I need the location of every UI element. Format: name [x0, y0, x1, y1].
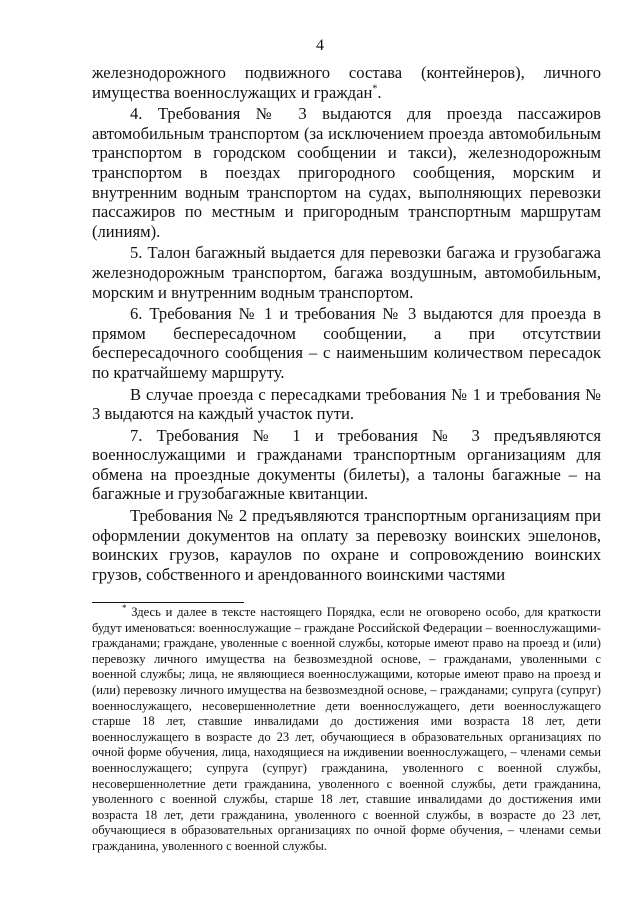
footnote [92, 602, 601, 855]
footnote-paragraph [92, 602, 601, 855]
footnote-mark: * [122, 602, 127, 613]
footnote-text: Здесь и далее в тексте настоящего Порядка, если не оговорено особо, для краткости будут именоваться: военнослужащие – граждане Российской Федерации – военнослужащими-гражданами; граждане, уволенные с военной службы, которые имеют право на проезд и (или) перевозку личного имущества на безвозмездной основе, – гражданами, уволенными с военной службы; лица, не являющиеся военнослужащими, которые имеют право на проезд и (или) перевозку личного имущества на безвозмездной основе, – гражданами; супруга (супруг) военнослужащего, несовершеннолетние дети военнослужащего, дети военнослужащего старше 18 лет, ставшие инвалидами до достижения ими возраста 18 лет, дети военнослужащего в возрасте до 23 лет, обучающиеся в образовательных организациях по очной форме обучения, лица, находящиеся на иждивении военнослужащего, – членами семьи военнослужащего; супруга (супруг) гражданина, уволенного с военной службы, несовершеннолетние дети гражданина, уволенного с военной службы, дети гражданина, уволенного с военной службы, старше 18 лет, ставшие инвалидами до достижения ими возраста 18 лет, дети гражданина, уволенного с военной службы, в возрасте до 23 лет, обучающиеся в образовательных организациях по очной форме обучения, – членами семьи гражданина, уволенного с военной службы. [92, 605, 601, 853]
paragraph: В случае проезда с пересадками требования № 1 и требования № 3 выдаются на каждый участок пути. [92, 384, 601, 424]
footnote-reference: * [372, 83, 378, 95]
paragraph: 7. Требования № 1 и требования № 3 предъявляются военнослужащими и гражданами транспортным организациям для обмена на проездные документы (билеты), а талоны багажные – на багажные и грузобагажные квитанции. [92, 425, 601, 504]
paragraph [92, 63, 601, 102]
paragraph: 4. Требования № 3 выдаются для проезда пассажиров автомобильным транспортом (за исключением проезда автомобильным транспортом в городском сообщении и такси), железнодорожным транспортом в поездах пригородного сообщения, морским и внутренним водным транспортом на судах, выполняющих перевозки пассажиров по местным и пригородным транспортным маршрутам (линиям). [92, 104, 601, 241]
footnote-divider [92, 602, 244, 603]
main-text [92, 63, 601, 584]
paragraph-text-end: . [377, 82, 382, 102]
paragraph: Требования № 2 предъявляются транспортным организациям при оформлении документов на оплату за перевозку воинских эшелонов, воинских грузов, караулов по охране и сопровождению воинских грузов, собственного и арендованного воинскими частями [92, 506, 601, 584]
paragraph: 6. Требования № 1 и требования № 3 выдаются для проезда в прямом беспересадочном сообщении, а при отсутствии беспересадочного сообщения – с наименьшим количеством пересадок по кратчайшему маршруту. [92, 304, 601, 382]
paragraph-text: железнодорожного подвижного состава (контейнеров), личного имущества военнослужащих и граждан [92, 63, 601, 102]
page-number: 4 [316, 37, 324, 54]
paragraph: 5. Талон багажный выдается для перевозки багажа и грузобагажа железнодорожным транспортом, багажа воздушным, автомобильным, морским и внутренним водным транспортом. [92, 243, 601, 302]
